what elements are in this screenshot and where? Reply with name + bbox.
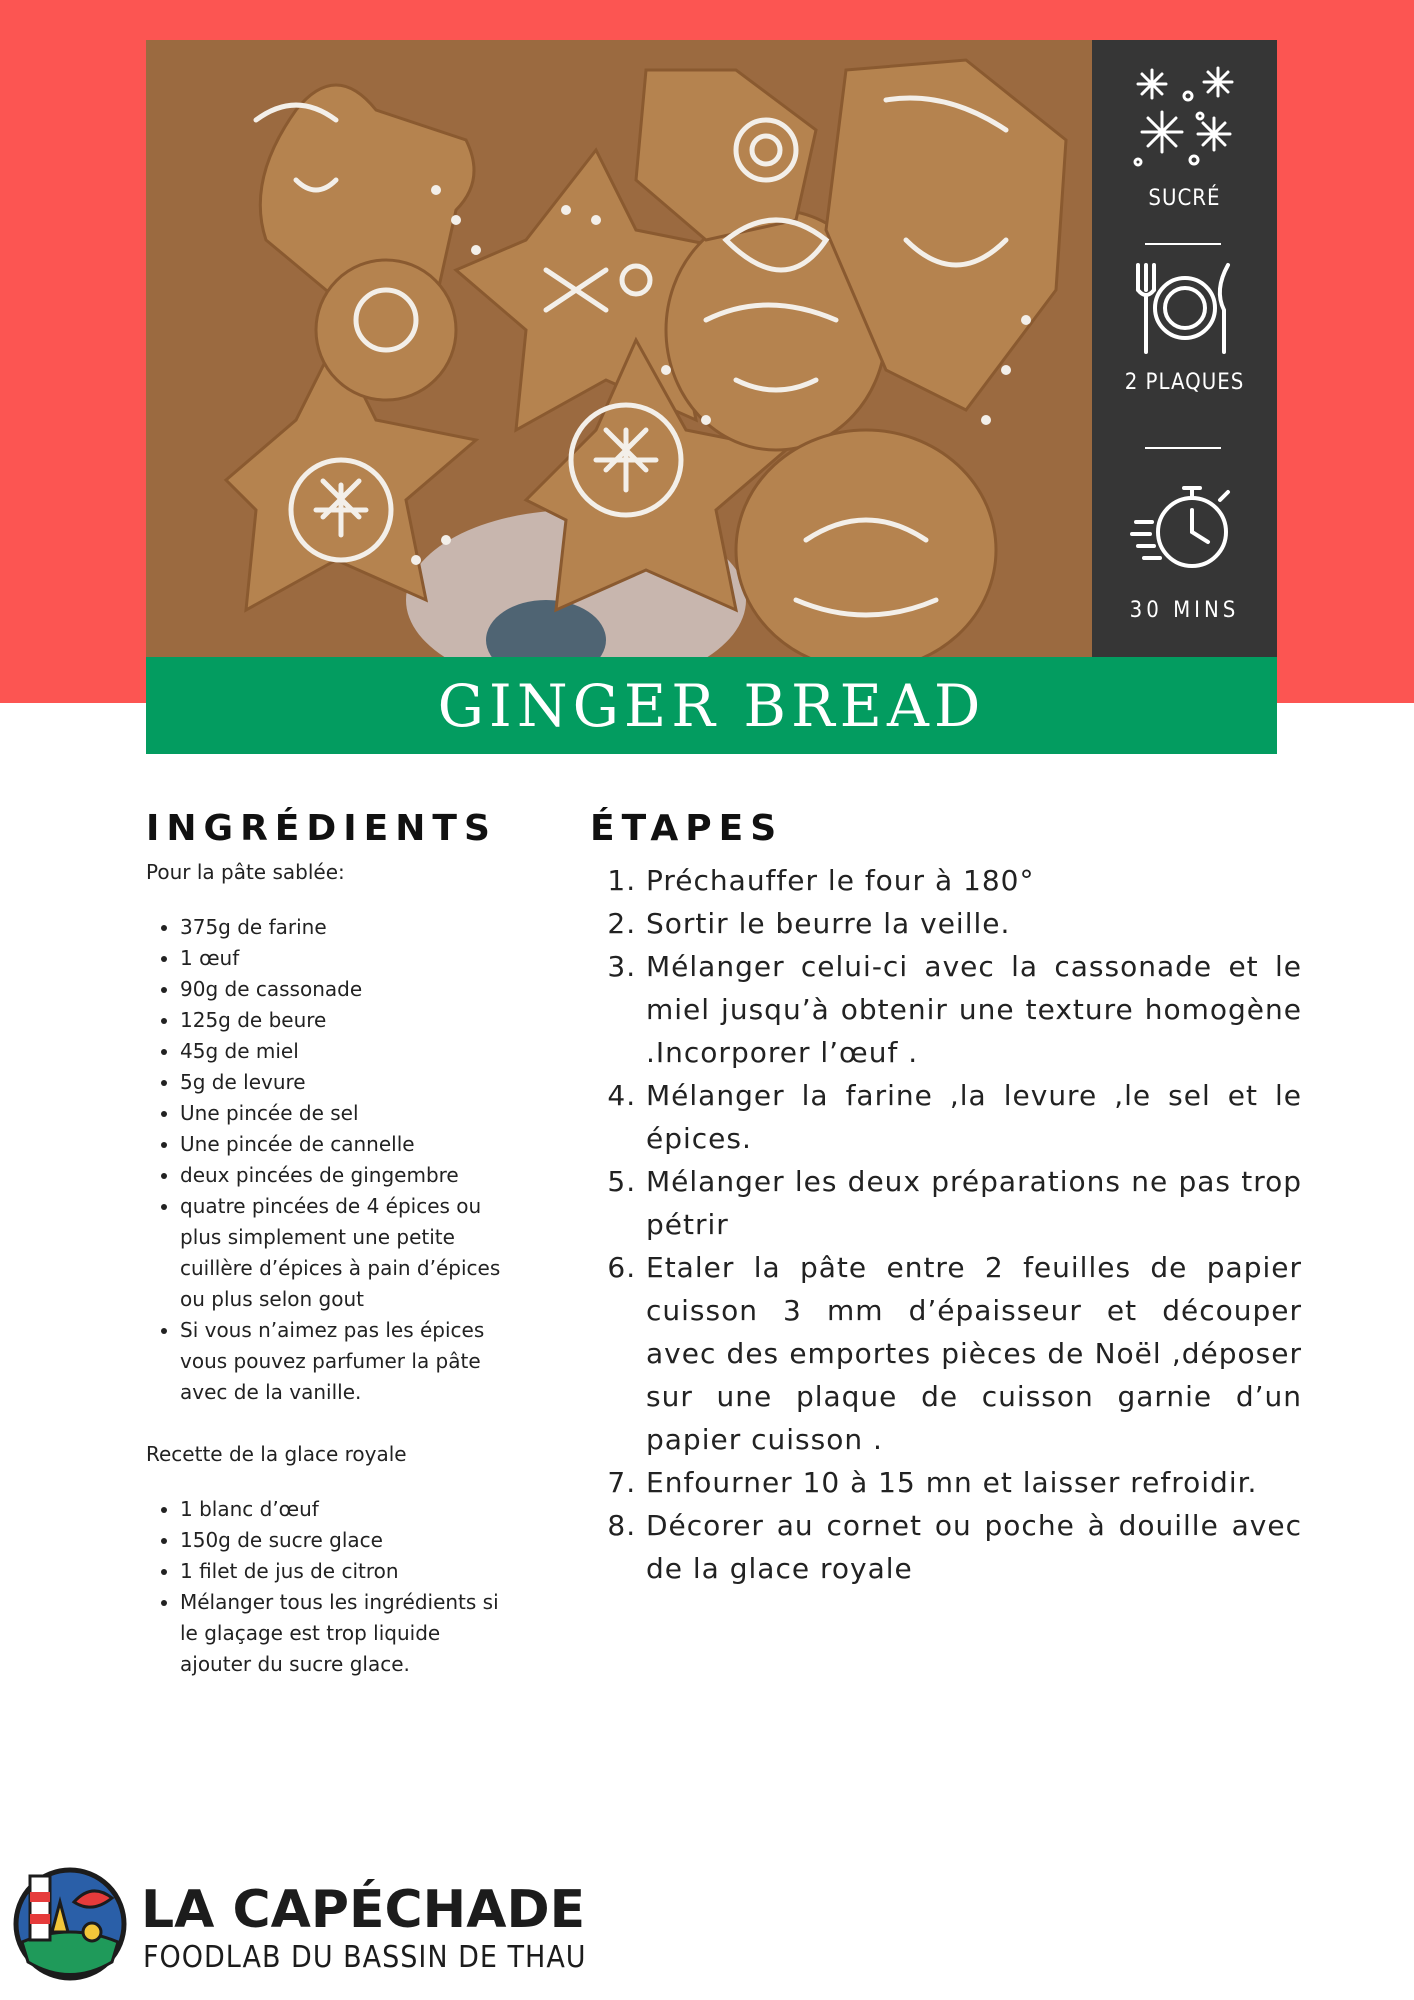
brand-subtitle: FOODLAB DU BASSIN DE THAU (143, 1940, 587, 1975)
ingredients-list (146, 912, 506, 1408)
step-item: 6. Etaler la pâte entre 2 feuilles de papier cuisson 3 mm d’épaisseur et découper avec des emportes pièces de Noël ,déposer sur une plaque de cuisson garnie d’un papier cuisson . (646, 1246, 1302, 1461)
brand-name: LA CAPÉCHADE (141, 1880, 586, 1940)
snowflakes-icon (1092, 62, 1277, 172)
recipe-info-panel (1092, 40, 1277, 657)
ingredients-section (146, 808, 506, 1680)
list-item: • 1 blanc d’œuf (180, 1494, 506, 1525)
step-item: 4. Mélanger la farine ,la levure ,le sel et le épices. (646, 1074, 1302, 1160)
list-item: • Une pincée de cannelle (180, 1129, 506, 1160)
ingredients-heading: INGRÉDIENTS (146, 808, 497, 849)
list-item: • 5g de levure (180, 1067, 506, 1098)
step-item: 1. Préchauffer le four à 180° (646, 859, 1302, 902)
divider (1145, 447, 1221, 449)
list-item: • 125g de beure (180, 1005, 506, 1036)
step-item: 5. Mélanger les deux préparations ne pas trop pétrir (646, 1160, 1302, 1246)
plate-cutlery-icon (1092, 260, 1277, 360)
list-item: • 90g de cassonade (180, 974, 506, 1005)
list-item: • quatre pincées de 4 épices ou plus simplement une petite cuillère d’épices à pain d’épices ou plus selon gout (180, 1191, 506, 1315)
ingredients-intro: Pour la pâte sablée: (146, 860, 345, 884)
step-item: 8. Décorer au cornet ou poche à douille avec de la glace royale (646, 1504, 1302, 1590)
title-banner (146, 657, 1277, 754)
step-item: 3. Mélanger celui-ci avec la cassonade et le miel jusqu’à obtenir une texture homogène .Incorporer l’œuf . (646, 945, 1302, 1074)
steps-section (590, 808, 1302, 1590)
divider (1145, 243, 1221, 245)
recipe-title: GINGER BREAD (437, 671, 986, 740)
portions-label: 2 PLAQUES (1124, 370, 1245, 395)
list-item: • deux pincées de gingembre (180, 1160, 506, 1191)
recipe-photo (146, 40, 1092, 657)
list-item: • Si vous n’aimez pas les épices vous pouvez parfumer la pâte avec de la vanille. (180, 1315, 506, 1408)
list-item: • 1 œuf (180, 943, 506, 974)
glace-list (146, 1494, 506, 1680)
list-item: • 1 filet de jus de citron (180, 1556, 506, 1587)
list-item: • Une pincée de sel (180, 1098, 506, 1129)
time-label: 30 MINS (1129, 598, 1240, 623)
capechade-logo (12, 1862, 128, 1984)
stopwatch-icon (1092, 480, 1277, 580)
steps-heading: ÉTAPES (590, 808, 784, 849)
list-item: • 375g de farine (180, 912, 506, 943)
steps-list (590, 859, 1302, 1590)
list-item: • Mélanger tous les ingrédients si le glaçage est trop liquide ajouter du sucre glace. (180, 1587, 506, 1680)
glace-intro: Recette de la glace royale (146, 1442, 407, 1466)
category-label: SUCRÉ (1148, 186, 1221, 211)
step-item: 2. Sortir le beurre la veille. (646, 902, 1302, 945)
list-item: • 45g de miel (180, 1036, 506, 1067)
step-item: 7. Enfourner 10 à 15 mn et laisser refroidir. (646, 1461, 1302, 1504)
list-item: • 150g de sucre glace (180, 1525, 506, 1556)
